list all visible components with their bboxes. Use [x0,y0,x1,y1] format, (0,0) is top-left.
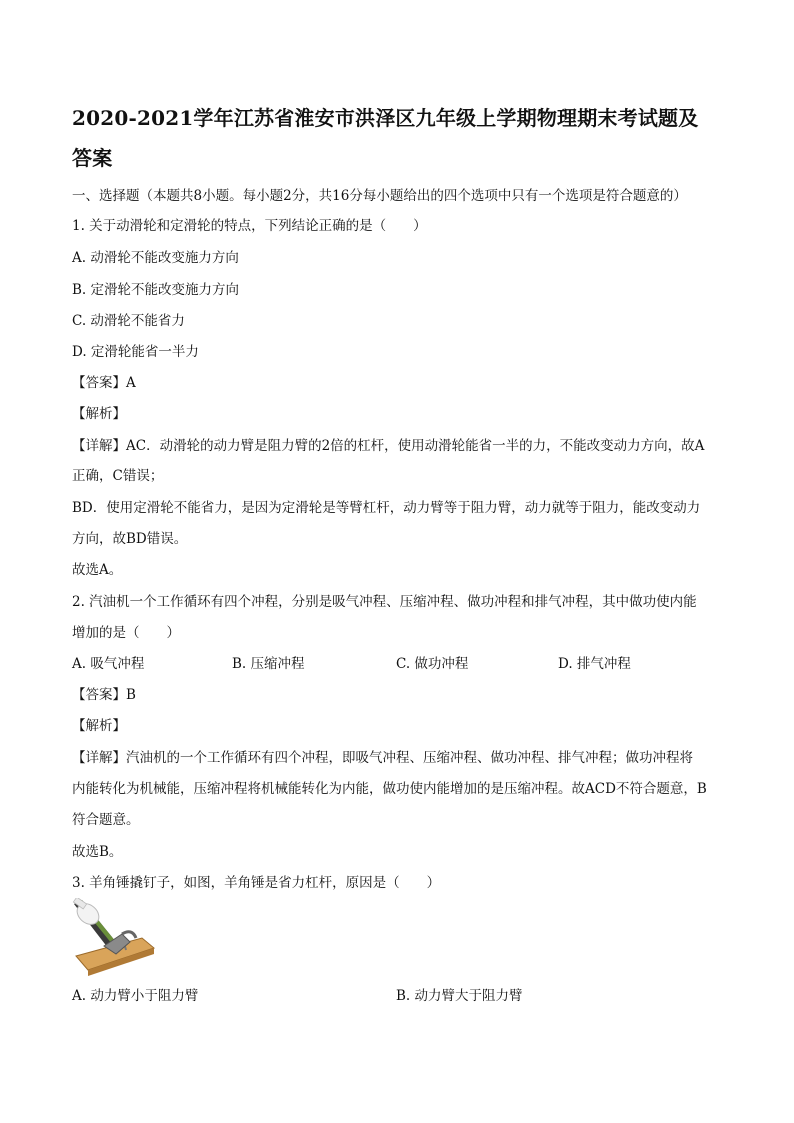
q3-option-a: A. 动力臂小于阻力臂 [72,988,199,1004]
q1-answer-value: A [126,375,136,391]
q2-analysis-tag: 【解析】 [72,718,126,734]
q2-answer-value: B [126,687,136,703]
q1-analysis-tag: 【解析】 [72,406,126,422]
q1-option-a: A. 动滑轮不能改变施力方向 [72,250,239,266]
q2-option-d: D. 排气冲程 [558,656,631,672]
q3-options-row [72,986,727,1006]
claw-hammer-figure-icon [72,898,156,978]
q3-stem: 3. 羊角锤撬钉子，如图，羊角锤是省力杠杆，原因是（ ） [72,875,441,891]
q2-detail-text-1: 汽油机的一个工作循环有四个冲程，即吸气冲程、压缩冲程、做功冲程、排气冲程；做功冲程将 [126,750,693,766]
q2-answer [72,685,727,705]
q1-detail-text-1: AC．动滑轮的动力臂是阻力臂的2倍的杠杆，使用动滑轮能省一半的力，不能改变动力方向，故A [126,438,705,454]
q1-option-c: C. 动滑轮不能省力 [72,313,185,329]
q2-stem-line-1: 2. 汽油机一个工作循环有四个冲程，分别是吸气冲程、压缩冲程、做功冲程和排气冲程，其中做功使内能 [72,594,697,610]
q2-detail-line-4: 故选B。 [72,844,123,860]
q1-detail-line-2: 正确，C错误； [72,468,164,484]
q2-options-row [72,654,727,674]
q1-detail-line-3: BD．使用定滑轮不能省力，是因为定滑轮是等臂杠杆，动力臂等于阻力臂，动力就等于阻力，能改变动力 [72,500,701,516]
q2-detail-line-3: 符合题意。 [72,812,140,828]
q1-answer-tag: 【答案】 [72,375,126,391]
q1-detail-line-1 [72,436,727,456]
q2-option-c: C. 做功冲程 [396,656,469,672]
q2-option-a: A. 吸气冲程 [72,656,145,672]
q3-option-b: B. 动力臂大于阻力臂 [396,988,523,1004]
q1-stem: 1. 关于动滑轮和定滑轮的特点，下列结论正确的是（ ） [72,218,427,234]
q1-option-b: B. 定滑轮不能改变施力方向 [72,282,240,298]
q1-answer [72,373,727,393]
q1-option-d: D. 定滑轮能省一半力 [72,344,199,360]
q1-detail-tag: 【详解】 [72,438,126,454]
document-title-line-2: 答案 [72,146,113,170]
q2-detail-tag: 【详解】 [72,750,126,766]
q2-option-b: B. 压缩冲程 [232,656,305,672]
q2-detail-line-1 [72,748,727,768]
section-heading: 一、选择题（本题共8小题。每小题2分，共16分每小题给出的四个选项中只有一个选项是符合题意的） [72,188,687,204]
q1-detail-line-4: 方向，故BD错误。 [72,531,188,547]
q2-detail-line-2: 内能转化为机械能，压缩冲程将机械能转化为内能，做功使内能增加的是压缩冲程。故ACD不符合题意，B [72,781,707,797]
q1-detail-line-5: 故选A。 [72,562,123,578]
document-title-line-1: 2020-2021学年江苏省淮安市洪泽区九年级上学期物理期末考试题及 [72,106,699,130]
q2-answer-tag: 【答案】 [72,687,126,703]
q2-stem-line-2: 增加的是（ ） [72,625,180,641]
